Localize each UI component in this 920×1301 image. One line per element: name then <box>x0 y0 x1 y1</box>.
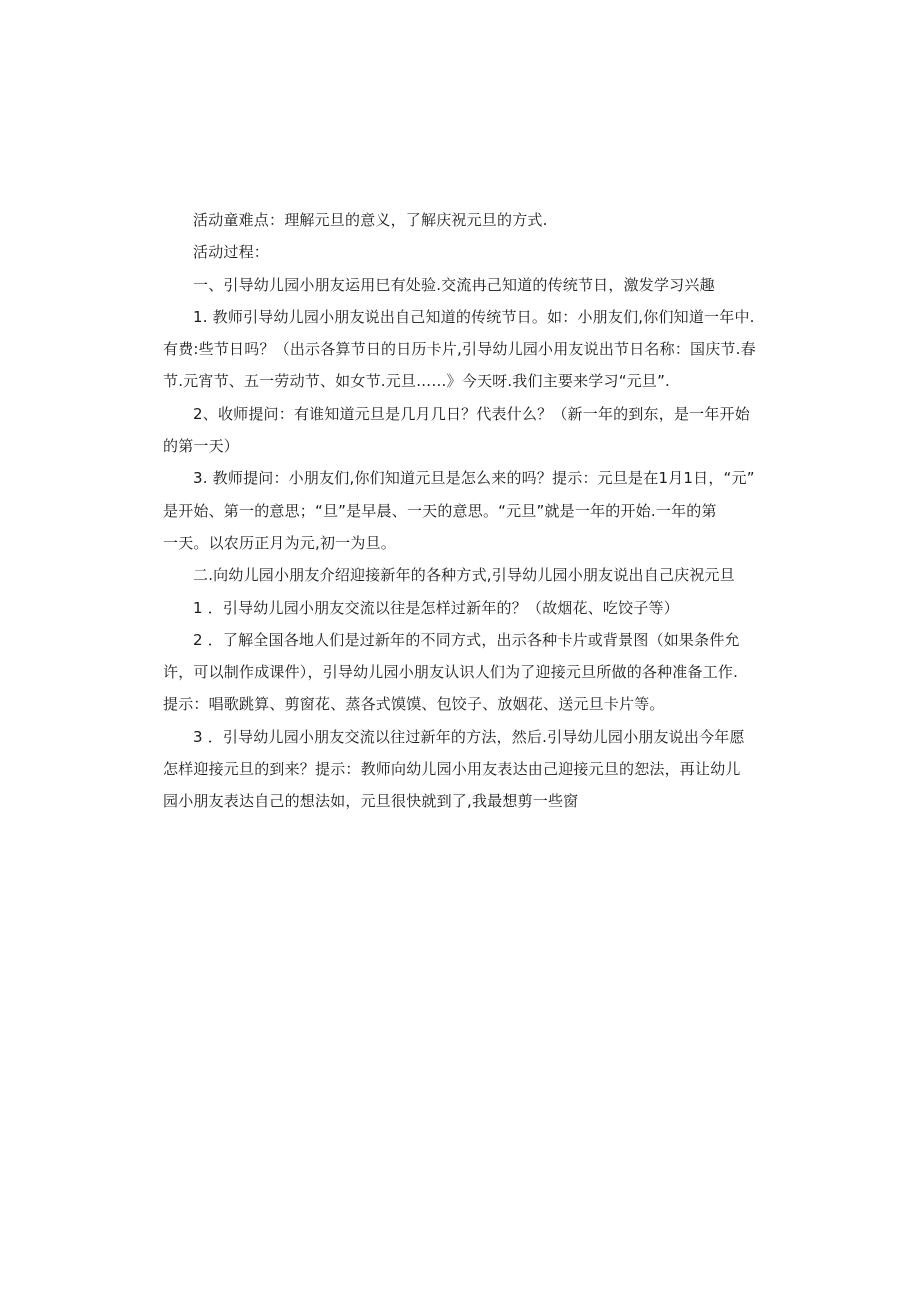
item-3-line-2: 怎样迎接元旦的到来？提示：教师向幼儿园小用友表达由己迎接元旦的恕法，再让幼儿 <box>163 760 741 779</box>
item-2-line-3: 提示：唱歌跳算、剪窗花、蒸各式馍馍、包饺子、放姻花、送元旦卡片等。 <box>163 695 665 714</box>
paragraph-1-line-3: 节.元宵节、五一劳动节、如女节.元旦……》今天呀.我们主要来学习“元旦”. <box>163 372 671 391</box>
item-3-line-1: 3 ．引导幼儿园小朋友交流以往过新年的方法，然后.引导幼儿园小朋友说出今年愿 <box>193 727 745 746</box>
key-difficulty-line: 活动童难点：理解元旦的意义，了解庆祝元旦的方式. <box>193 211 548 229</box>
paragraph-1-line-1: 1. 教师引导幼儿园小朋友说出自己知道的传统节日。如：小朋友们,你们知道一年中. <box>193 307 755 326</box>
item-3-line-3: 园小朋友表达自己的想法如，元旦很快就到了,我最想剪一些窗 <box>163 792 579 811</box>
section-one-heading: 一、引导幼儿园小朋友运用巳有处验.交流冉己知道的传统节日，激发学习兴趣 <box>193 275 715 294</box>
paragraph-1-line-2: 有费:些节日吗？（出示各算节日的日历卡片,引导幼儿园小用友说出节日名称：国庆节.春 <box>163 340 756 359</box>
paragraph-2-line-2: 的第一天） <box>163 437 240 456</box>
activity-process-heading: 活动过程： <box>193 243 270 262</box>
section-two-heading: 二.向幼儿园小朋友介绍迎接新年的各种方式,引导幼儿园小朋友说出自己庆祝元旦 <box>193 566 735 585</box>
paragraph-2-line-1: 2、收师提问：有谁知道元旦是几月几日？代表什么？（新一年的到东，是一年开始 <box>193 404 750 423</box>
item-2-line-2: 许，可以制作成课件），引导幼儿园小朋友认识人们为了迎接元旦所做的各种准备工作. <box>163 663 739 682</box>
item-1-line-1: 1 ．引导幼儿园小朋友交流以往是怎样过新年的？（故烟花、吃饺子等） <box>193 598 679 617</box>
document-body <box>163 204 757 818</box>
item-2-line-1: 2 ．了解全国各地人们是过新年的不同方式，出示各种卡片或背景图（如果条件允 <box>193 630 740 649</box>
paragraph-3-line-1: 3. 教师提问：小朋友们,你们知道元旦是怎么来的吗？提示：元旦是在1月1日，“元” <box>193 469 755 488</box>
paragraph-3-line-2: 是开始、第一的意思；“旦”是早晨、一天的意思。“元旦”就是一年的开始.一年的第 <box>163 501 717 520</box>
paragraph-3-line-3: 一天。以农历正月为元,初一为旦。 <box>163 533 396 552</box>
